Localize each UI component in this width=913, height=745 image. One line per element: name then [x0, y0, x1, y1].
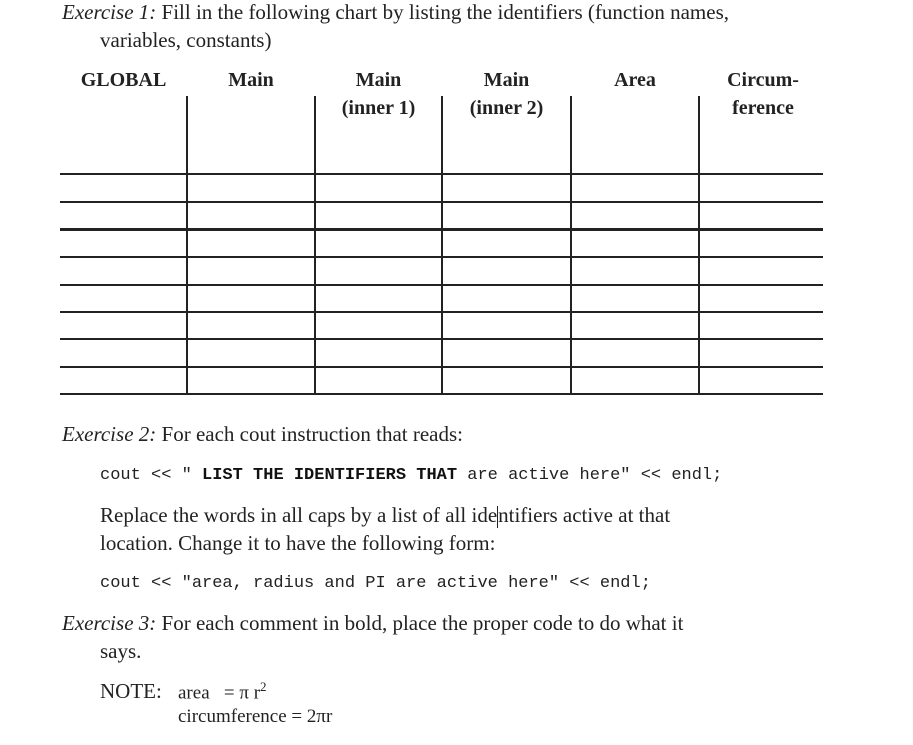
code-line-2: cout << "area, radius and PI are active here" << endl; — [100, 574, 651, 593]
column-header-area — [571, 66, 699, 94]
column-header-main — [187, 66, 315, 94]
code1-post: are active here" << endl; — [457, 466, 723, 485]
para-line1a: Replace the words in all caps by a list of all ide — [100, 503, 498, 527]
row-line — [60, 228, 823, 231]
row-line — [60, 256, 823, 258]
row-line — [60, 284, 823, 286]
formula-circumference — [178, 706, 332, 728]
formula1-lhs: area — [178, 682, 210, 704]
row-line — [60, 201, 823, 203]
column-header-line2: (inner 1) — [341, 97, 416, 119]
row-line — [60, 338, 823, 340]
row-line — [60, 366, 823, 368]
exercise1-text-line2: variables, constants) — [100, 28, 272, 52]
formula1-rhs: = π r — [223, 682, 261, 704]
formula2-lhs: circumference — [178, 706, 287, 727]
column-header-circumference — [699, 66, 827, 122]
column-divider — [698, 96, 700, 395]
column-header-line2: (inner 2) — [469, 97, 544, 119]
exercise3-text-line2: says. — [100, 639, 142, 663]
exercise3-text-line1: For each comment in bold, place the proper code to do what it — [161, 611, 684, 635]
exercise1-heading — [62, 0, 729, 25]
column-header-line1: Main — [483, 69, 530, 91]
column-header-line1: GLOBAL — [80, 69, 167, 91]
exercise1-label: Exercise 1: — [62, 0, 157, 24]
formula2-rhs: = 2πr — [291, 706, 333, 727]
row-line — [60, 311, 823, 313]
exercise3-label: Exercise 3: — [62, 611, 157, 635]
code-line-1 — [100, 466, 722, 485]
exercise2-paragraph-line1 — [100, 503, 670, 528]
column-header-main-inner-1 — [315, 66, 442, 122]
code1-pre: cout << " — [100, 466, 203, 485]
column-header-line2: ference — [732, 97, 794, 119]
column-header-line1: Main — [355, 69, 402, 91]
column-header-global — [60, 66, 187, 94]
row-line — [60, 173, 823, 175]
code1-bold: LIST THE IDENTIFIERS THAT — [202, 466, 458, 485]
row-line — [60, 393, 823, 395]
column-header-line1: Area — [614, 69, 656, 91]
exercise1-text-line1: Fill in the following chart by listing the identifiers (function names, — [161, 0, 729, 24]
note-label: NOTE: — [100, 679, 162, 703]
formula-area — [178, 679, 267, 704]
exercise2-paragraph-line2: location. Change it to have the following form: — [100, 531, 496, 555]
exercise3-heading — [62, 611, 683, 636]
column-header-line1: Main — [228, 69, 274, 91]
exercise2-label: Exercise 2: — [62, 422, 157, 446]
column-divider — [314, 96, 316, 395]
column-divider — [570, 96, 572, 395]
para-line1b: ntifiers active at that — [498, 503, 671, 527]
formula1-exponent: 2 — [260, 679, 267, 694]
exercise2-heading — [62, 422, 463, 447]
column-divider — [441, 96, 443, 395]
exercise2-text: For each cout instruction that reads: — [161, 422, 464, 446]
column-header-main-inner-2 — [442, 66, 571, 122]
column-header-line1: Circum- — [727, 69, 799, 91]
column-divider — [186, 96, 188, 395]
